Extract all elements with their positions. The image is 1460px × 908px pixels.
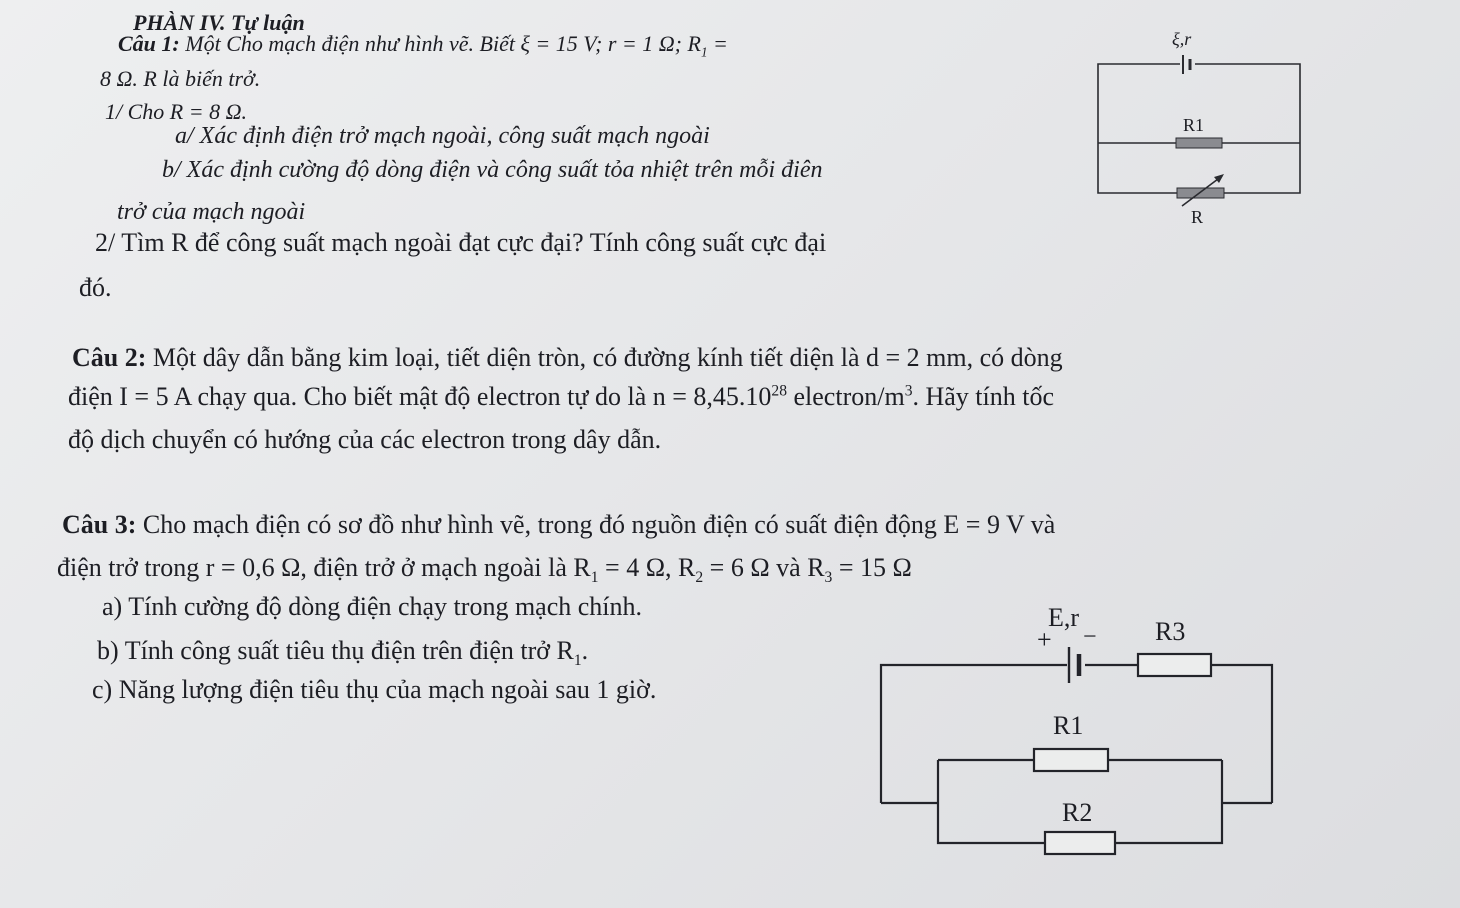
q1-r1-subscript: 1 <box>700 44 708 60</box>
q2-label: Câu 2: <box>72 343 147 372</box>
q1-part1: 1/ Cho R = 8 Ω. <box>105 99 247 124</box>
q1-part-a: a/ Xác định điện trở mạch ngoài, công suất mạch ngoài <box>175 123 710 149</box>
q2-line3: độ dịch chuyển có hướng của các electron trong dây dẫn. <box>68 425 662 454</box>
q3-minus-sign: − <box>1083 624 1097 650</box>
q1-part2-continued: đó. <box>79 273 112 302</box>
q1-intro: Một Cho mạch điện như hình vẽ. Biết <box>185 31 515 56</box>
q3-part-b-text: b) Tính công suất tiêu thụ điện trên điện trở R <box>97 636 574 665</box>
q2-line2-a: điện I = 5 A chạy qua. Cho biết mật độ electron tự do là n = 8,45.10 <box>68 382 772 411</box>
q3-label: Câu 3: <box>62 510 137 539</box>
q3-r2-label: R2 <box>1062 798 1093 827</box>
q3-right-wire <box>1211 665 1272 803</box>
q3-r2-subscript: 2 <box>695 569 704 587</box>
q3-line2-c: = 6 Ω và R <box>703 553 825 582</box>
q3-part-b-end: . <box>581 636 589 665</box>
q3-plus-sign: + <box>1037 625 1052 654</box>
q2-unit-exponent: 3 <box>904 382 913 400</box>
q1-equals: = <box>707 31 728 56</box>
q3-left-wire <box>881 665 1067 803</box>
part-title: PHÀN IV. Tự luận <box>133 10 305 35</box>
q3-line2-a: điện trở trong r = 0,6 Ω, điện trở ở mạch ngoài là R <box>57 553 591 582</box>
q3-r2-resistor <box>1045 832 1115 854</box>
q1-r1-label: R1 <box>1183 115 1205 135</box>
q1-label: Câu 1: <box>118 31 180 56</box>
q3-line2-d: = 15 Ω <box>832 553 912 582</box>
q2-line2-b: electron/m <box>787 382 905 411</box>
q1-part-b-continued: trở của mạch ngoài <box>117 199 306 225</box>
q3-r3-label: R3 <box>1155 617 1186 646</box>
q3-parallel-right <box>1115 760 1222 843</box>
q3-part-c: c) Năng lượng điện tiêu thụ của mạch ngoài sau 1 giờ. <box>92 675 657 704</box>
q3-line2-b: = 4 Ω, R <box>598 553 696 582</box>
q3-r1-resistor <box>1034 749 1108 771</box>
q3-parallel-left <box>938 760 1045 843</box>
q3-part-a: a) Tính cường độ dòng điện chạy trong mạch chính. <box>102 592 643 621</box>
q3-source-label: E,r <box>1048 603 1080 632</box>
q1-givens: ξ = 15 V; r = 1 Ω; R <box>520 31 701 56</box>
q1-r-label: R <box>1191 207 1204 227</box>
q3-line1-text: Cho mạch điện có sơ đồ như hình vẽ, trong đó nguồn điện có suất điện động E = 9 V và <box>142 510 1056 539</box>
q2-exponent: 28 <box>771 382 787 400</box>
q3-r1-subscript: 1 <box>590 569 599 587</box>
q2-line1-text: Một dây dẫn bằng kim loại, tiết diện tròn, có đường kính tiết diện là d = 2 mm, có dòng <box>152 343 1063 372</box>
q1-line2: 8 Ω. R là biến trở. <box>100 66 261 91</box>
q2-line2-c: . Hãy tính tốc <box>912 382 1055 411</box>
q1-source-label: ξ,r <box>1172 29 1192 49</box>
q3-part-b-subscript: 1 <box>573 652 582 670</box>
q1-part-b: b/ Xác định cường độ dòng điện và công suất tỏa nhiệt trên mỗi điên <box>162 157 823 183</box>
q1-part2: 2/ Tìm R để công suất mạch ngoài đạt cực đại? Tính công suất cực đại <box>95 228 827 257</box>
q3-r3-resistor <box>1138 654 1211 676</box>
q3-r3-subscript: 3 <box>824 569 833 587</box>
q3-r1-label: R1 <box>1053 711 1084 740</box>
